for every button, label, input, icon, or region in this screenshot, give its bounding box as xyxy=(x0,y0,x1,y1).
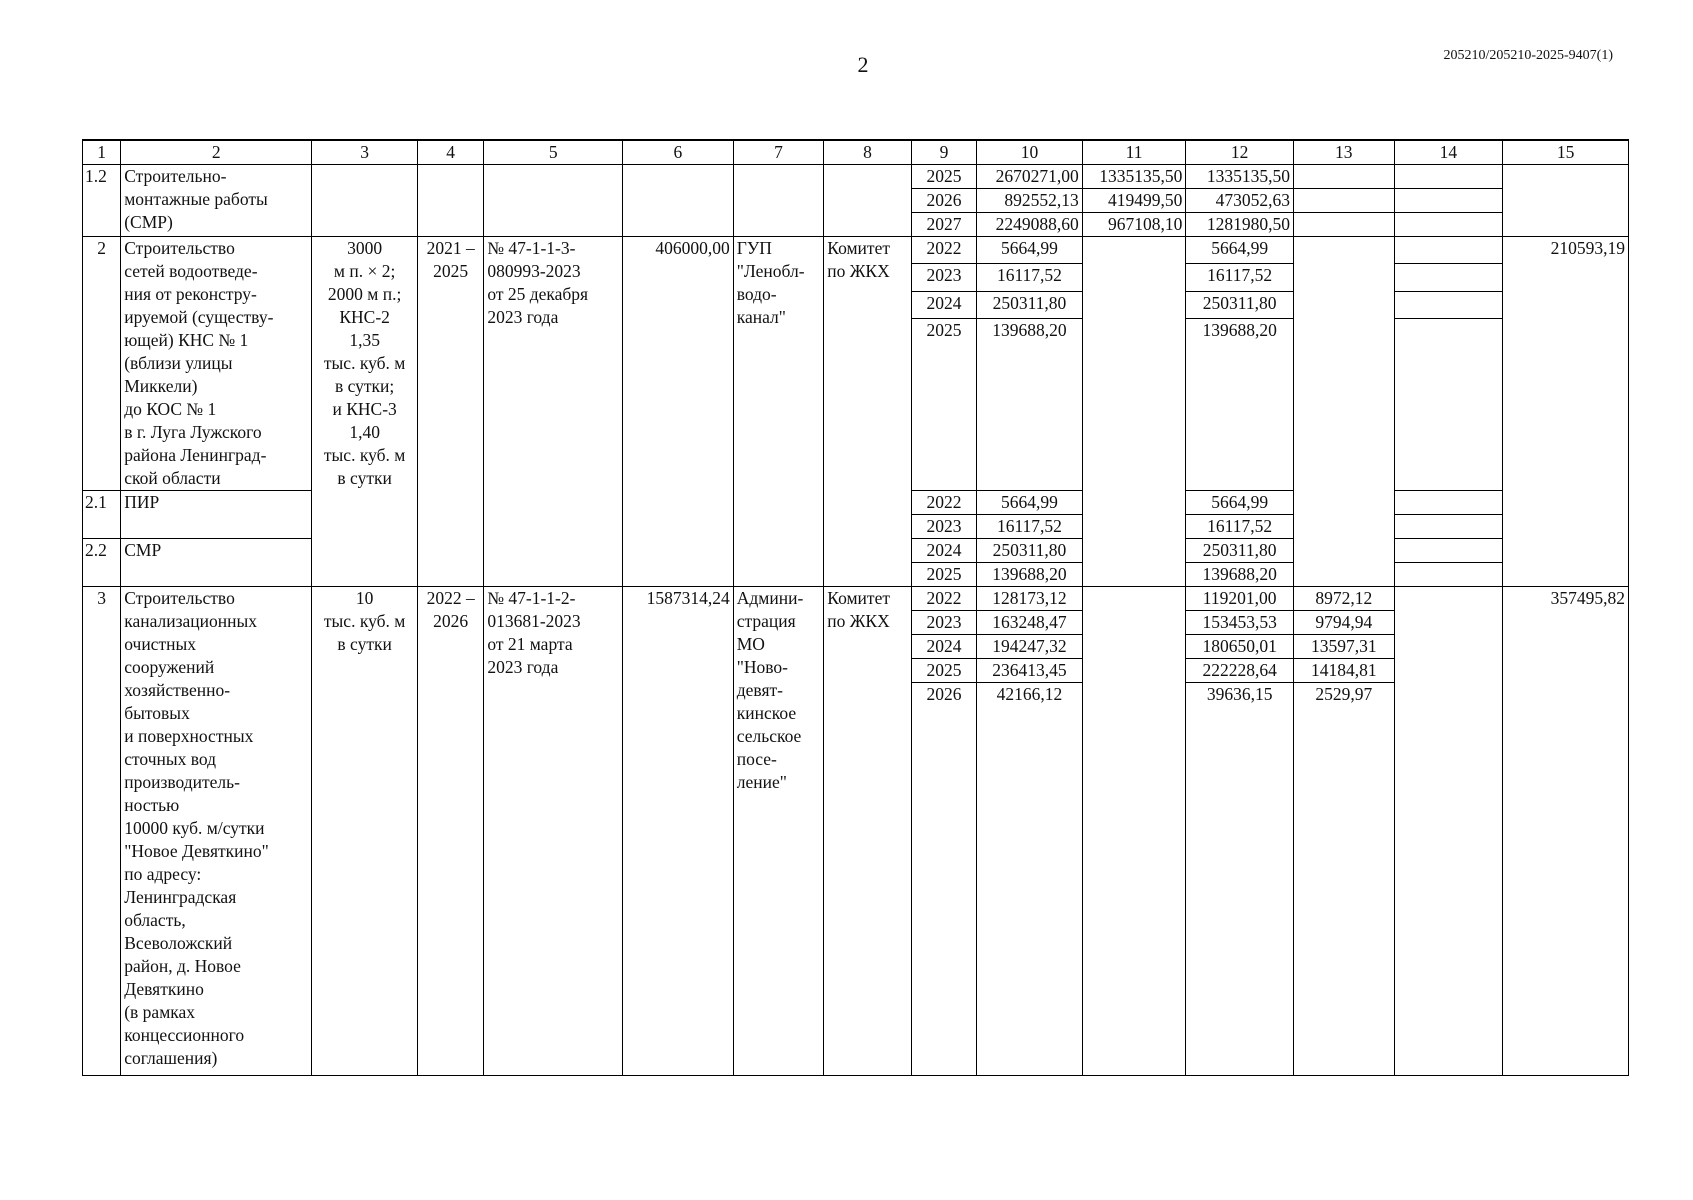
total-cell: 250311,80 xyxy=(977,291,1083,318)
col-header-10: 10 xyxy=(977,140,1083,165)
col-header-8: 8 xyxy=(824,140,912,165)
col12-cell: 119201,00 xyxy=(1186,587,1294,611)
total-cell: 2670271,00 xyxy=(977,165,1083,189)
total-cell: 16117,52 xyxy=(977,515,1083,539)
total-cell: 5664,99 xyxy=(977,491,1083,515)
row-number: 1.2 xyxy=(83,165,121,237)
col-header-2: 2 xyxy=(121,140,312,165)
col13-cell xyxy=(1293,237,1394,587)
col12-cell: 180650,01 xyxy=(1186,635,1294,659)
col14-cell xyxy=(1394,237,1503,264)
object-name: Строительство канализационных очистных сооружений хозяйственно- бытовых и поверхностных сточных вод производитель- ностью 10000 куб. м/сутки "Новое Девяткино" по адресу: Ленинградская область, Всеволожский район, д. Новое Девяткино (в рамках концессионного соглашения) xyxy=(121,587,312,1076)
document-cell: № 47-1-1-2- 013681-2023 от 21 марта 2023 года xyxy=(484,587,623,1076)
col13-cell xyxy=(1293,213,1394,237)
customer-cell: ГУП "Ленобл- водо- канал" xyxy=(733,237,824,587)
year-cell: 2024 xyxy=(911,539,976,563)
col13-cell: 14184,81 xyxy=(1293,659,1394,683)
year-cell: 2025 xyxy=(911,319,976,491)
col-header-11: 11 xyxy=(1082,140,1186,165)
year-cell: 2025 xyxy=(911,563,976,587)
object-name: Строительство сетей водоотведе- ния от реконстру- ируемой (существу- ющей) КНС № 1 (вблизи улицы Миккели) до КОС № 1 в г. Луга Лужского района Ленинград- ской области xyxy=(121,237,312,491)
col14-cell xyxy=(1394,319,1503,491)
col11-cell: 1335135,50 xyxy=(1082,165,1186,189)
col12-cell: 473052,63 xyxy=(1186,189,1294,213)
col12-cell: 16117,52 xyxy=(1186,515,1294,539)
table-row xyxy=(83,587,1629,611)
col13-cell: 13597,31 xyxy=(1293,635,1394,659)
col-header-4: 4 xyxy=(417,140,483,165)
committee-cell xyxy=(824,165,912,237)
col-header-9: 9 xyxy=(911,140,976,165)
total-cell: 194247,32 xyxy=(977,635,1083,659)
col12-cell: 39636,15 xyxy=(1186,683,1294,1076)
row-number: 2.1 xyxy=(83,491,121,539)
customer-cell: Админи- страция МО "Ново- девят- кинское сельское посе- ление" xyxy=(733,587,824,1076)
document-id: 205210/205210-2025-9407(1) xyxy=(1443,48,1613,63)
col11-cell: 967108,10 xyxy=(1082,213,1186,237)
document-cell xyxy=(484,165,623,237)
col13-cell xyxy=(1293,165,1394,189)
col13-cell: 2529,97 xyxy=(1293,683,1394,1076)
year-cell: 2026 xyxy=(911,683,976,1076)
col15-cell xyxy=(1503,165,1629,237)
col12-cell: 5664,99 xyxy=(1186,491,1294,515)
total-cell: 163248,47 xyxy=(977,611,1083,635)
committee-cell: Комитет по ЖКХ xyxy=(824,587,912,1076)
period-cell: 2021 – 2025 xyxy=(417,237,483,587)
period-cell xyxy=(417,165,483,237)
row-number: 2.2 xyxy=(83,539,121,587)
col14-cell xyxy=(1394,539,1503,563)
col-header-14: 14 xyxy=(1394,140,1503,165)
total-cell: 139688,20 xyxy=(977,319,1083,491)
col12-cell: 1335135,50 xyxy=(1186,165,1294,189)
col-header-12: 12 xyxy=(1186,140,1294,165)
total-cell: 16117,52 xyxy=(977,264,1083,291)
year-cell: 2023 xyxy=(911,515,976,539)
year-cell: 2022 xyxy=(911,587,976,611)
col13-cell: 8972,12 xyxy=(1293,587,1394,611)
cost-cell: 406000,00 xyxy=(623,237,734,587)
col14-cell xyxy=(1394,491,1503,515)
col12-cell: 5664,99 xyxy=(1186,237,1294,264)
customer-cell xyxy=(733,165,824,237)
col12-cell: 1281980,50 xyxy=(1186,213,1294,237)
col-header-6: 6 xyxy=(623,140,734,165)
col-header-15: 15 xyxy=(1503,140,1629,165)
year-cell: 2023 xyxy=(911,611,976,635)
col12-cell: 250311,80 xyxy=(1186,539,1294,563)
page-number: 2 xyxy=(857,52,869,77)
total-cell: 892552,13 xyxy=(977,189,1083,213)
col-header-1: 1 xyxy=(83,140,121,165)
col11-cell: 419499,50 xyxy=(1082,189,1186,213)
total-cell: 42166,12 xyxy=(977,683,1083,1076)
col-header-7: 7 xyxy=(733,140,824,165)
col12-cell: 250311,80 xyxy=(1186,291,1294,318)
year-cell: 2027 xyxy=(911,213,976,237)
col11-cell xyxy=(1082,237,1186,587)
object-name: СМР xyxy=(121,539,312,587)
total-cell: 2249088,60 xyxy=(977,213,1083,237)
year-cell: 2022 xyxy=(911,237,976,264)
col14-cell xyxy=(1394,587,1503,1076)
cost-cell xyxy=(623,165,734,237)
col11-cell xyxy=(1082,587,1186,1076)
total-cell: 128173,12 xyxy=(977,587,1083,611)
col14-cell xyxy=(1394,264,1503,291)
col12-cell: 16117,52 xyxy=(1186,264,1294,291)
total-cell: 250311,80 xyxy=(977,539,1083,563)
col12-cell: 139688,20 xyxy=(1186,563,1294,587)
col12-cell: 153453,53 xyxy=(1186,611,1294,635)
capacity-cell: 10 тыс. куб. м в сутки xyxy=(312,587,418,1076)
col14-cell xyxy=(1394,563,1503,587)
col14-cell xyxy=(1394,189,1503,213)
year-cell: 2024 xyxy=(911,635,976,659)
total-cell: 5664,99 xyxy=(977,237,1083,264)
col15-cell: 210593,19 xyxy=(1503,237,1629,587)
col14-cell xyxy=(1394,165,1503,189)
col13-cell: 9794,94 xyxy=(1293,611,1394,635)
col-header-13: 13 xyxy=(1293,140,1394,165)
row-number: 2 xyxy=(83,237,121,491)
document-cell: № 47-1-1-3- 080993-2023 от 25 декабря 2023 года xyxy=(484,237,623,587)
year-cell: 2024 xyxy=(911,291,976,318)
year-cell: 2025 xyxy=(911,165,976,189)
col14-cell xyxy=(1394,291,1503,318)
col12-cell: 222228,64 xyxy=(1186,659,1294,683)
investment-program-table xyxy=(82,139,1629,1076)
object-name: ПИР xyxy=(121,491,312,539)
row-number: 3 xyxy=(83,587,121,1076)
year-cell: 2025 xyxy=(911,659,976,683)
col14-cell xyxy=(1394,213,1503,237)
year-cell: 2022 xyxy=(911,491,976,515)
table-row xyxy=(83,165,1629,189)
cost-cell: 1587314,24 xyxy=(623,587,734,1076)
period-cell: 2022 – 2026 xyxy=(417,587,483,1076)
year-cell: 2023 xyxy=(911,264,976,291)
column-numbers-row xyxy=(83,140,1629,165)
object-name: Строительно- монтажные работы (СМР) xyxy=(121,165,312,237)
committee-cell: Комитет по ЖКХ xyxy=(824,237,912,587)
col-header-5: 5 xyxy=(484,140,623,165)
table-row xyxy=(83,237,1629,264)
year-cell: 2026 xyxy=(911,189,976,213)
total-cell: 236413,45 xyxy=(977,659,1083,683)
col-header-3: 3 xyxy=(312,140,418,165)
total-cell: 139688,20 xyxy=(977,563,1083,587)
col13-cell xyxy=(1293,189,1394,213)
col14-cell xyxy=(1394,515,1503,539)
capacity-cell xyxy=(312,165,418,237)
col15-cell: 357495,82 xyxy=(1503,587,1629,1076)
col12-cell: 139688,20 xyxy=(1186,319,1294,491)
capacity-cell: 3000 м п. × 2; 2000 м п.; КНС-2 1,35 тыс. куб. м в сутки; и КНС-3 1,40 тыс. куб. м в сутки xyxy=(312,237,418,587)
